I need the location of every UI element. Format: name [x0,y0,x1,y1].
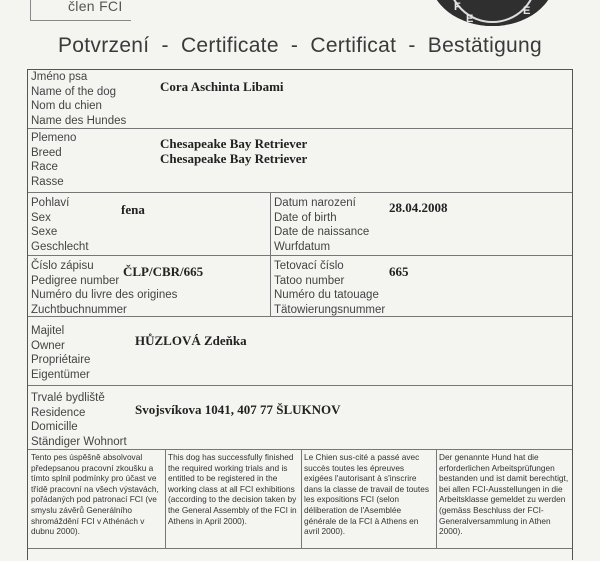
tattoo-value: 665 [389,264,409,279]
breed-section [28,129,572,193]
pedigree-value: ČLP/CBR/665 [123,264,204,279]
notes-section [28,450,572,561]
owner-labels: Majitel Owner Propriétaire Eigentümer [31,325,91,381]
svg-text:F: F [454,1,461,13]
note-german: Der genannte Hund hat die erforderlichen Arbeitsprüfungen bestanden und ist damit berechtigt, bei allen FCI-Ausstellungen in die Arbeitsklasse gemeldet zu werden (gemäss Beschluss der FCI-Generalversammlung in Athen 2000). [439,452,569,537]
owner-section [28,317,572,386]
svg-text:E: E [523,5,531,17]
residence-section [28,386,572,450]
note-french: Le Chien sus-cité a passé avec succès toutes les épreuves exigées l'autorisant à s'inscrire dans la classe de travail de toutes les expositions FCI (selon déliberation de l'Asemblée générale de la FCI à Athens en avril 2000). [304,452,429,537]
certificate-form [27,69,573,560]
breed-labels: Plemeno Breed Race Rasse [31,132,77,188]
member-text: člen FCI [68,0,123,14]
dog-name-section [28,70,572,129]
column-divider [270,256,271,316]
note-english: This dog has successfully finished the required working trials and is entitled to be registered in the working class at all FCI exhibitions (according to the decision taken by the General Assembly of the FCI in Athens in April 2000). [168,452,297,526]
residence-value: Svojsvíkova 1041, 407 77 ŠLUKNOV [135,402,341,417]
svg-text:E: E [466,13,474,25]
breed-value-1: Chesapeake Bay Retriever [160,136,308,151]
form-bottom-rule [28,548,572,549]
breed-value-2: Chesapeake Bay Retriever [160,151,308,166]
owner-value: HŮZLOVÁ Zdeňka [135,333,247,348]
dog-name-labels: Jméno psa Name of the dog Nom du chien Name des Hundes [31,71,127,127]
pedigree-labels: Číslo zápisu Pedigree number Numéro du livre des origines Zuchtbuchnummer [31,260,178,316]
dob-value: 28.04.2008 [389,200,448,215]
dog-name-value: Cora Aschinta Libami [160,79,284,94]
fci-seal-icon [430,0,555,26]
certificate-title: Potvrzení - Certificate - Certificat - Bestätigung [58,34,542,57]
note-czech: Tento pes úspěšně absolvoval předepsanou pracovní zkoušku a tímto splnil podmínky pro účast ve třídě pracovní na všech výstavách, pořádaných pod patronací FCI (ve smyslu závěrů Generálního shromáždění FCI v Athénách v dubnu 2000). [31,452,159,537]
dob-labels: Datum narození Date of birth Date de naissance Wurfdatum [274,197,370,253]
tattoo-labels: Tetovací číslo Tatoo number Numéro du tatouage Tätowierungsnummer [274,260,386,316]
residence-labels: Trvalé bydliště Residence Domicille Ständiger Wohnort [31,392,127,448]
column-divider [270,193,271,255]
sex-labels: Pohlaví Sex Sexe Geschlecht [31,197,89,253]
sex-value: fena [121,202,145,217]
pedigree-tattoo-section [28,256,572,317]
sex-dob-section [28,193,572,256]
